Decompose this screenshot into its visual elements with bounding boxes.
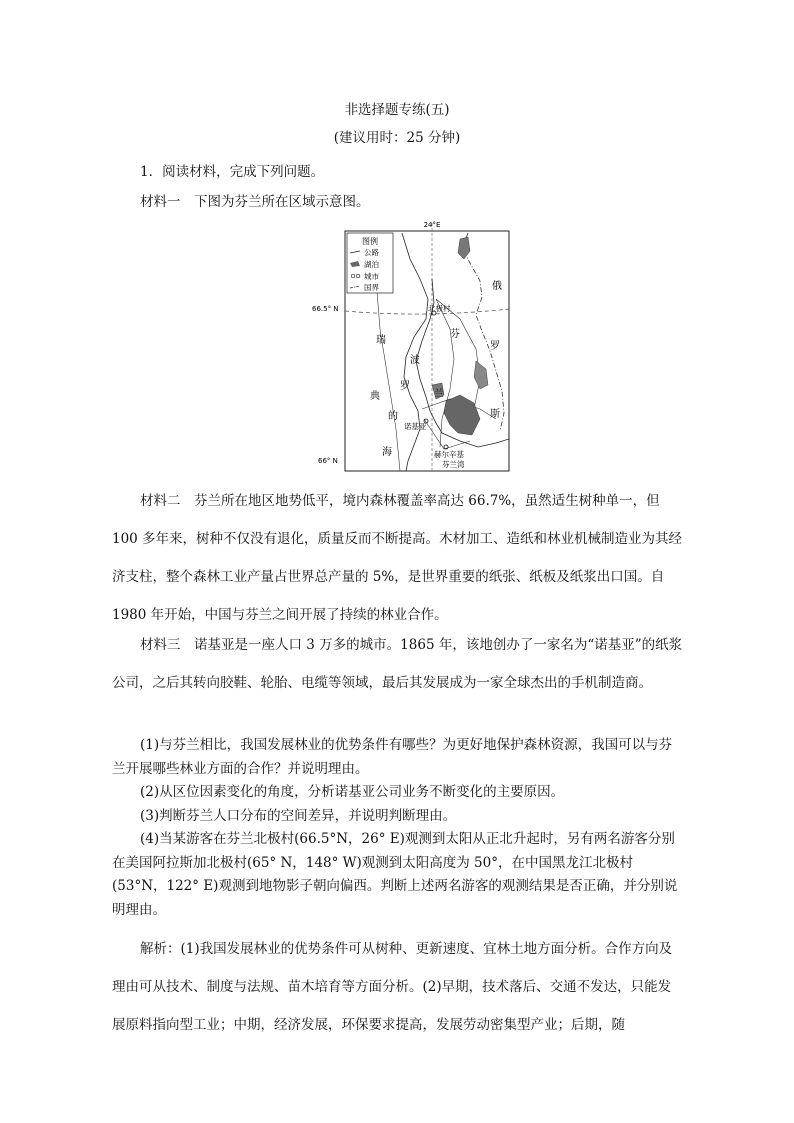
- label-russia-2: 罗: [490, 341, 500, 352]
- page-subtitle: (建议用时：25 分钟): [333, 130, 461, 146]
- lat-label-bottom: 66° N: [318, 457, 338, 465]
- label-finland-2: 兰: [434, 389, 444, 400]
- legend-border: 国界: [364, 283, 379, 292]
- legend-road: 公路: [364, 248, 379, 257]
- label-baltic-2: 罗: [400, 381, 410, 392]
- label-sweden-2: 典: [370, 391, 380, 402]
- lat-label-top: 66.5° N: [312, 305, 339, 313]
- finland-region-map: [310, 219, 525, 474]
- lake-east: [474, 361, 488, 389]
- sub-questions: [112, 734, 684, 922]
- material-two-text: 材料二 芬兰所在地区地势低平，境内森林覆盖率高达 66.7%，虽然适生树种单一，但 100 多年来，树种不仅没有退化，质量反而不断提高。木材加工、造纸和林业机械制造业为其经济支柱，整个森林工业产量占世界总产量的 5%，是世界重要的纸张、纸板及纸浆出口国。自 1980 年开始，中国与芬兰之间开展了持续的林业合作。: [112, 493, 683, 623]
- label-city-nokia: 诺基亚: [404, 422, 427, 431]
- sub-question-3: (3)判断芬兰人口分布的空间差异，并说明判断理由。: [140, 807, 457, 824]
- material-two: [112, 482, 684, 634]
- label-russia-1: 俄: [492, 281, 502, 292]
- lake-district: [444, 395, 480, 435]
- sub-question-4: (4)当某游客在芬兰北极村(66.5°N，26° E)观测到太阳从正北升起时，另有两名游客分别在美国阿拉斯加北极村(65° N，148° W)观测到太阳高度为 50°，在中国黑龙江北极村(53°N，122° E)观测到地物影子朝向偏西。判断上述两名游客的观测结果是否正确，并分别说明理由。: [112, 831, 678, 918]
- label-city-north: 北极村: [428, 304, 451, 313]
- label-russia-3: 斯: [490, 409, 500, 420]
- sweden-coast: [402, 233, 428, 471]
- label-sweden-1: 瑞: [376, 335, 386, 346]
- label-city-helsinki: 赫尔辛基: [434, 450, 464, 459]
- question-intro: 1．阅读材料，完成下列问题。: [140, 164, 325, 180]
- material-one: 材料一 下图为芬兰所在区域示意图。: [140, 194, 370, 210]
- legend-lake: 湖泊: [364, 260, 379, 269]
- sub-question-1: (1)与芬兰相比，我国发展林业的优势条件有哪些？为更好地保护森林资源，我国可以与芬兰开展哪些林业方面的合作？并说明理由。: [112, 737, 673, 777]
- label-finland-1: 芬: [450, 329, 460, 340]
- label-baltic-1: 波: [410, 355, 420, 366]
- legend-city: 城市: [364, 272, 379, 281]
- legend-title: 图例: [362, 237, 378, 246]
- lake-north: [458, 237, 470, 259]
- analysis-text: 解析：(1)我国发展林业的优势条件可从树种、更新速度、宜林土地方面分析。合作方向及理由可从技术、制度与法规、苗木培育等方面分析。(2)早期，技术落后、交通不发达，只能发展原料指向型工业；中期，经济发展，环保要求提高，发展劳动密集型产业；后期，随: [112, 941, 673, 1033]
- material-three: [112, 626, 684, 702]
- analysis: [112, 930, 684, 1044]
- map-svg: [310, 219, 525, 474]
- label-baltic-4: 海: [382, 447, 392, 458]
- label-baltic-3: 的: [388, 411, 398, 422]
- label-gulf: 芬兰湾: [442, 460, 465, 469]
- lon-label: 24°E: [423, 221, 441, 229]
- material-three-text: 材料三 诺基亚是一座人口 3 万多的城市。1865 年，该地创办了一家名为“诺基亚”的纸浆公司，之后其转向胶鞋、轮胎、电缆等领域，最后其发展成为一家全球杰出的手机制造商。: [112, 637, 683, 691]
- page-title: 非选择题专练(五): [344, 102, 450, 118]
- sub-question-2: (2)从区位因素变化的角度，分析诺基亚公司业务不断变化的主要原因。: [140, 784, 565, 800]
